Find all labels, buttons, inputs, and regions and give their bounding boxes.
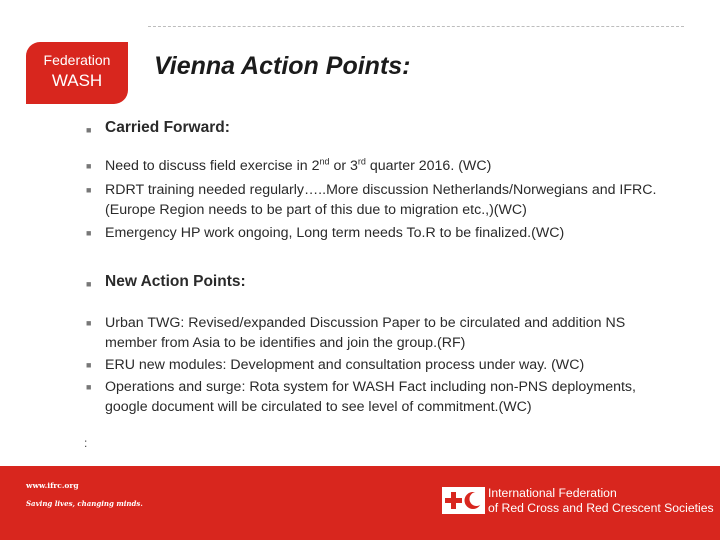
list-item-text: Urban TWG: Revised/expanded Discussion Paper to be circulated and addition NS member from Asia to be identifies and join the group.(RF) [105, 315, 626, 351]
list-item [86, 355, 676, 375]
header-divider [148, 26, 684, 27]
list-item [86, 223, 676, 243]
new-action-points-heading [86, 272, 676, 292]
footer-url: www.ifrc.org [26, 481, 79, 490]
bullet-icon: ■ [86, 185, 92, 195]
list-item-text: Operations and surge: Rota system for WASH Fact including non-PNS deployments, google document will be circulated to see level of commitment.(WC) [105, 379, 636, 415]
bullet-icon: ■ [86, 279, 92, 289]
bullet-icon: ■ [86, 125, 92, 135]
bullet-icon: ■ [86, 228, 92, 238]
bullet-icon: ■ [86, 382, 92, 392]
list-item-text: Emergency HP work ongoing, Long term needs To.R to be finalized.(WC) [105, 225, 565, 241]
federation-name-line-2: of Red Cross and Red Crescent Societies [488, 501, 714, 515]
bullet-icon: ■ [86, 360, 92, 370]
list-item-text: ERU new modules: Development and consultation process under way. (WC) [105, 357, 585, 373]
carried-forward-heading [86, 118, 676, 138]
federation-wash-badge [26, 42, 128, 104]
federation-name-line-1: International Federation [488, 486, 617, 500]
red-cross-red-crescent-logo-icon [442, 487, 485, 514]
list-item [86, 313, 676, 353]
heading-text: Carried Forward: [105, 119, 230, 136]
bullet-icon: ■ [86, 161, 92, 171]
badge-line-2: WASH [51, 71, 103, 90]
footer-tagline: Saving lives, changing minds. [26, 499, 143, 508]
federation-name [488, 486, 714, 516]
badge-line-1: Federation [43, 52, 111, 68]
list-item [86, 180, 676, 220]
heading-text: New Action Points: [105, 273, 246, 290]
list-item-text: Need to discuss field exercise in 2nd or 3rd quarter 2016. (WC) [105, 156, 492, 174]
trailing-mark: : [84, 436, 88, 450]
page-title: Vienna Action Points: [154, 52, 411, 80]
list-item [86, 377, 676, 417]
list-item [86, 156, 676, 176]
bullet-icon: ■ [86, 318, 92, 328]
list-item-text: RDRT training needed regularly…..More discussion Netherlands/Norwegians and IFRC. (Europe Region needs to be part of this due to migration etc.,)(WC) [105, 182, 657, 218]
